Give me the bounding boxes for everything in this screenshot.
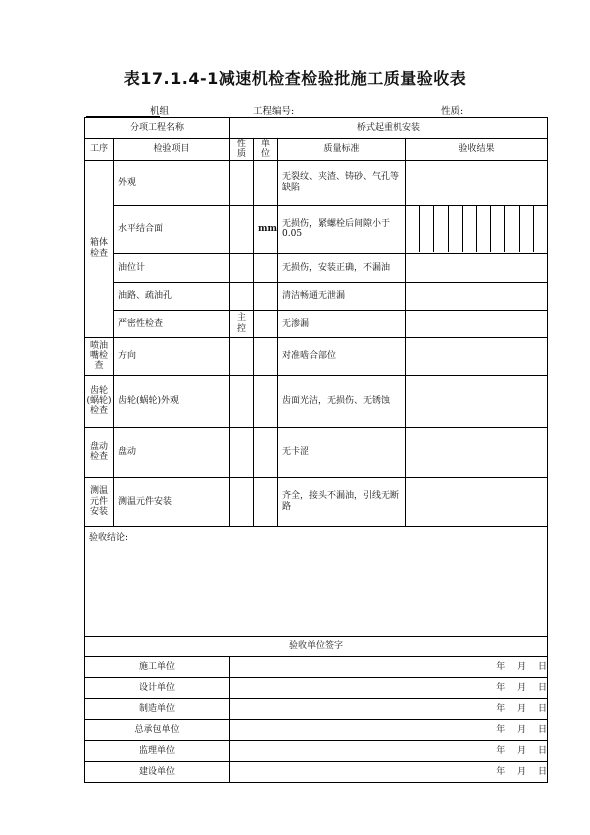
signature-date[interactable]: 年 月 日	[230, 740, 548, 761]
measurement-cell[interactable]	[434, 206, 448, 252]
col-standard: 质量标准	[278, 139, 406, 161]
unit-cell	[254, 375, 278, 427]
col-process: 工序	[85, 139, 114, 161]
signature-row	[85, 761, 548, 782]
quality-standard: 无损伤，安装正确，不漏油	[278, 253, 406, 282]
signature-unit-label: 设计单位	[85, 677, 230, 698]
col-unit: 单位	[254, 139, 278, 161]
result-cell[interactable]	[406, 282, 548, 310]
unit-cell	[254, 427, 278, 477]
signature-date[interactable]: 年 月 日	[230, 761, 548, 782]
unit-cell	[254, 310, 278, 337]
unit-group-label: 机组	[150, 106, 170, 117]
measurement-cell[interactable]	[534, 206, 547, 252]
check-item: 方向	[114, 337, 230, 375]
check-item: 外观	[114, 160, 230, 205]
signature-unit-label: 施工单位	[85, 656, 230, 677]
quality-standard: 清洁畅通无泄漏	[278, 282, 406, 310]
page-title: 表17.1.4-1减速机检查检验批施工质量验收表	[123, 69, 467, 88]
measurement-cell[interactable]	[463, 206, 477, 252]
signature-unit-label: 建设单位	[85, 761, 230, 782]
nature-cell[interactable]	[230, 477, 254, 526]
measurement-cell[interactable]	[406, 206, 420, 252]
quality-standard: 无渗漏	[278, 310, 406, 337]
inspection-form	[84, 117, 548, 783]
table-row	[85, 427, 548, 477]
nature-cell[interactable]	[230, 160, 254, 205]
measurement-cell[interactable]	[449, 206, 463, 252]
check-item: 盘动	[114, 427, 230, 477]
table-row	[85, 375, 548, 427]
item-name-value[interactable]: 桥式起重机安装	[230, 118, 548, 139]
signature-title: 验收单位签字	[85, 636, 548, 656]
signature-row	[85, 719, 548, 740]
nature-cell[interactable]	[230, 205, 254, 253]
unit-cell	[254, 282, 278, 310]
unit-cell	[254, 337, 278, 375]
item-name-label: 分项工程名称	[85, 118, 230, 139]
nature-cell[interactable]	[230, 375, 254, 427]
nature-cell[interactable]	[230, 282, 254, 310]
measurement-cell[interactable]	[477, 206, 491, 252]
col-item: 检验项目	[114, 139, 230, 161]
signature-row	[85, 740, 548, 761]
section-gear: 齿轮(蜗轮)检查	[85, 375, 114, 427]
col-nature: 性质	[230, 139, 254, 161]
unit-cell	[254, 160, 278, 205]
signature-date[interactable]: 年 月 日	[230, 656, 548, 677]
check-item: 油路、疏油孔	[114, 282, 230, 310]
result-cell[interactable]	[406, 477, 548, 526]
col-result: 验收结果	[406, 139, 548, 161]
quality-standard: 齐全，接头不漏油，引线无断路	[278, 477, 406, 526]
nature-cell[interactable]	[230, 253, 254, 282]
check-item: 水平结合面	[114, 205, 230, 253]
signature-unit-label: 监理单位	[85, 740, 230, 761]
unit-cell	[254, 477, 278, 526]
signature-date[interactable]: 年 月 日	[230, 698, 548, 719]
table-row	[85, 205, 548, 253]
result-cell[interactable]	[406, 427, 548, 477]
table-row	[85, 160, 548, 205]
unit-cell: mm	[254, 205, 278, 253]
section-temperature: 测温元件安装	[85, 477, 114, 526]
measurement-cell[interactable]	[520, 206, 534, 252]
result-cell[interactable]	[406, 375, 548, 427]
project-number-label: 工程编号:	[253, 106, 295, 117]
signature-row	[85, 698, 548, 719]
signature-unit-label: 制造单位	[85, 698, 230, 719]
result-cell[interactable]	[406, 253, 548, 282]
section-rotation: 盘动检查	[85, 427, 114, 477]
conclusion-field[interactable]	[85, 526, 548, 636]
measurement-cell[interactable]	[420, 206, 434, 252]
signature-date[interactable]: 年 月 日	[230, 719, 548, 740]
nature-label: 性质:	[441, 106, 464, 117]
quality-standard: 无裂纹、夹渣、铸砂、气孔等缺陷	[278, 160, 406, 205]
conclusion-label: 验收结论:	[89, 532, 129, 543]
table-row	[85, 253, 548, 282]
table-row	[85, 337, 548, 375]
table-row	[85, 310, 548, 337]
check-item: 齿轮(蜗轮)外观	[114, 375, 230, 427]
signature-row	[85, 677, 548, 698]
quality-standard: 对准啮合部位	[278, 337, 406, 375]
signature-row	[85, 656, 548, 677]
measurement-cell[interactable]	[491, 206, 505, 252]
measurement-cell[interactable]	[505, 206, 519, 252]
table-row	[85, 477, 548, 526]
signature-date[interactable]: 年 月 日	[230, 677, 548, 698]
nature-cell[interactable]: 主控	[230, 310, 254, 337]
unit-cell	[254, 253, 278, 282]
check-item: 油位计	[114, 253, 230, 282]
section-housing: 箱体检查	[85, 160, 114, 337]
quality-standard: 齿面光洁，无损伤、无锈蚀	[278, 375, 406, 427]
measurement-grid[interactable]	[406, 205, 548, 253]
result-cell[interactable]	[406, 337, 548, 375]
signature-unit-label: 总承包单位	[85, 719, 230, 740]
nature-cell[interactable]	[230, 427, 254, 477]
result-cell[interactable]	[406, 310, 548, 337]
quality-standard: 无损伤，紧螺栓后间隙小于0.05	[278, 205, 406, 253]
check-item: 测温元件安装	[114, 477, 230, 526]
section-nozzle: 喷油嘴检查	[85, 337, 114, 375]
table-row	[85, 282, 548, 310]
quality-standard: 无卡涩	[278, 427, 406, 477]
check-item: 严密性检查	[114, 310, 230, 337]
result-cell[interactable]	[406, 160, 548, 205]
nature-cell[interactable]	[230, 337, 254, 375]
